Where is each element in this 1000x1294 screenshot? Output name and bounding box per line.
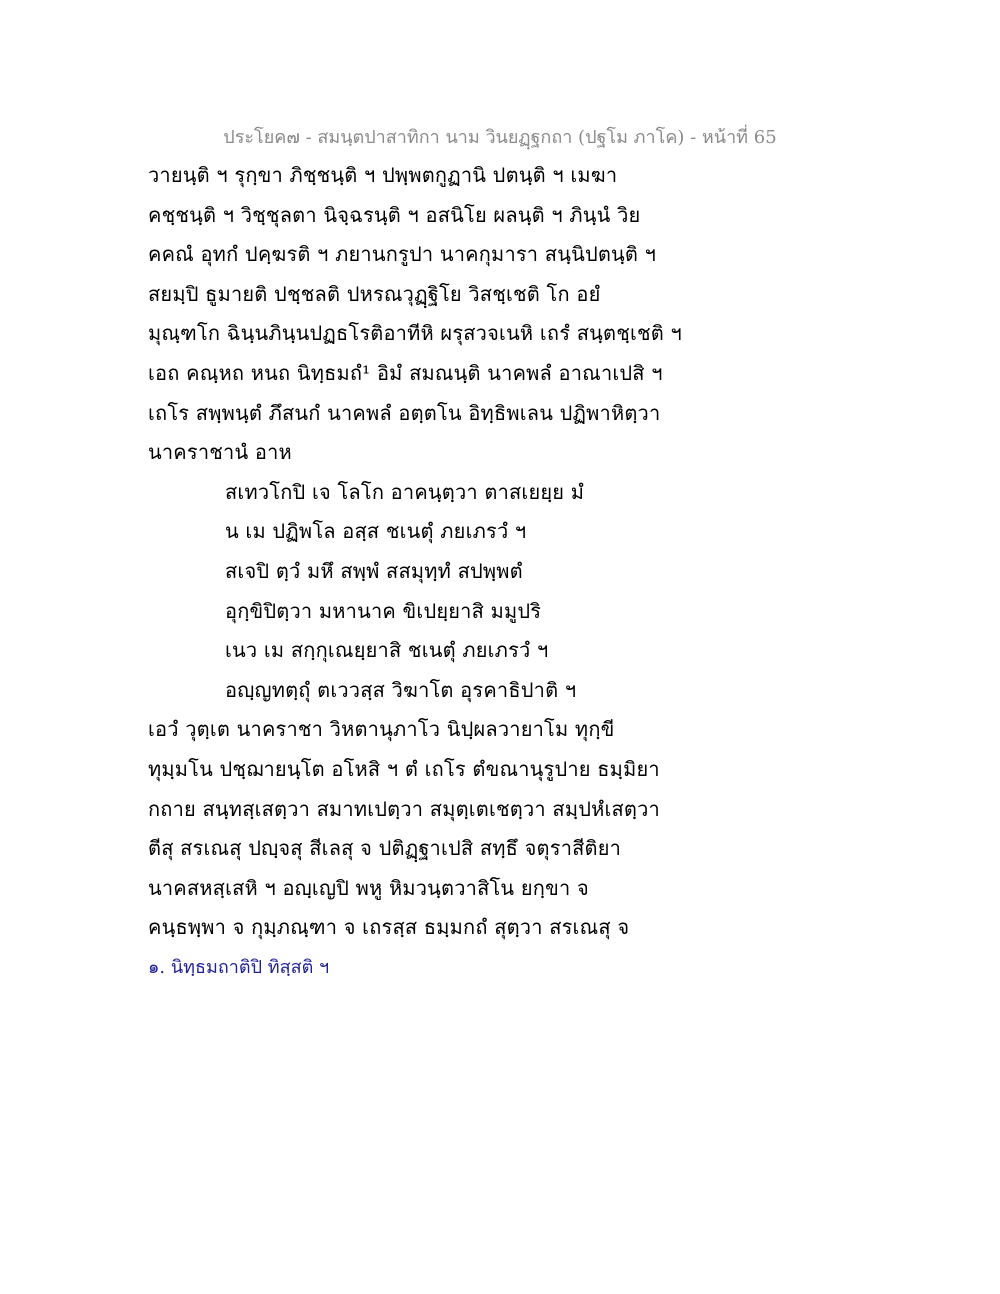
page-header: ประโยค๗ - สมนฺตปาสาทิกา นาม วินยฏฺฐกถา (ปฐโม ภาโค) - หน้าที่ 65 (223, 127, 777, 148)
body-text (148, 156, 868, 948)
text-line: นาคราชานํ อาห (148, 440, 292, 465)
text-line: คคณํ อุทกํ ปคฺฆรติ ฯ ภยานกรูปา นาคกุมารา สนฺนิปตนฺติ ฯ (148, 242, 657, 267)
text-line: กถาย สนฺทสฺเสตฺวา สมาทเปตฺวา สมุตฺเตเชตฺวา สมฺปหํเสตฺวา (148, 796, 660, 821)
text-line: คชฺชนฺติ ฯ วิชฺชุลตา นิจฺฉรนฺติ ฯ อสนิโย ผลนฺติ ฯ ภินฺนํ วิย (148, 202, 641, 227)
text-line: เอวํ วุตฺเต นาคราชา วิหตานุภาโว นิปฺผลวายาโม ทุกฺขี (148, 717, 615, 742)
footnote: ๑. นิทฺธมถาติปิ ทิสฺสติ ฯ (148, 957, 330, 978)
verse-line: อญฺญทตฺถุํ ตเววสฺส วิฆาโต อุรคาธิปาติ ฯ (225, 677, 577, 702)
text-line: ตีสุ สรเณสุ ปญฺจสุ สีเลสุ จ ปติฏฺฐาเปสิ สทฺธึ จตุราสีติยา (148, 836, 622, 861)
verse-line: สเทวโกปิ เจ โลโก อาคนฺตฺวา ตาสเยยฺย มํ (225, 479, 585, 504)
text-line: เถโร สพฺพนฺตํ ภึสนกํ นาคพลํ อตฺตโน อิทฺธิพเลน ปฏิพาหิตฺวา (148, 400, 661, 425)
text-line: คนฺธพฺพา จ กุมฺภณฺฑา จ เถรสฺส ธมฺมกถํ สุตฺวา สรเณสุ จ (148, 915, 630, 940)
text-line: นาคสหสฺเสหิ ฯ อญฺเญปิ พหู หิมวนฺตวาสิโน ยกฺขา จ (148, 875, 589, 900)
verse-line: เนว เม สกฺกุเณยฺยาสิ ชเนตุํ ภยเภรวํ ฯ (225, 638, 549, 663)
text-line: เอถ คณฺหถ หนถ นิทฺธมถํ¹ อิมํ สมณนฺติ นาคพลํ อาณาเปสิ ฯ (148, 360, 663, 385)
verse-line: อุกฺขิปิตฺวา มหานาค ขิเปยฺยาสิ มมูปริ (225, 598, 542, 623)
verse-line: สเจปิ ตฺวํ มหึ สพฺพํ สสมุทฺทํ สปพฺพตํ (225, 558, 523, 583)
text-line: ทุมฺมโน ปชฺฌายนฺโต อโหสิ ฯ ตํ เถโร ตํขณานุรูปาย ธมฺมิยา (148, 756, 660, 781)
text-line: มุณฺฑโก ฉินฺนภินฺนปฏธโรติอาทีหิ ผรุสวจเนหิ เถรํ สนฺตชฺเชติ ฯ (148, 321, 682, 346)
verse-line: น เม ปฏิพโล อสฺส ชเนตุํ ภยเภรวํ ฯ (225, 519, 527, 544)
text-line: วายนฺติ ฯ รุกฺขา ภิชฺชนฺติ ฯ ปพฺพตกูฏานิ ปตนฺติ ฯ เมฆา (148, 163, 618, 187)
text-line: สยมฺปิ ธูมายติ ปชฺชลติ ปหรณวุฏฺฐิโย วิสชฺเชติ โก อยํ (148, 281, 601, 306)
